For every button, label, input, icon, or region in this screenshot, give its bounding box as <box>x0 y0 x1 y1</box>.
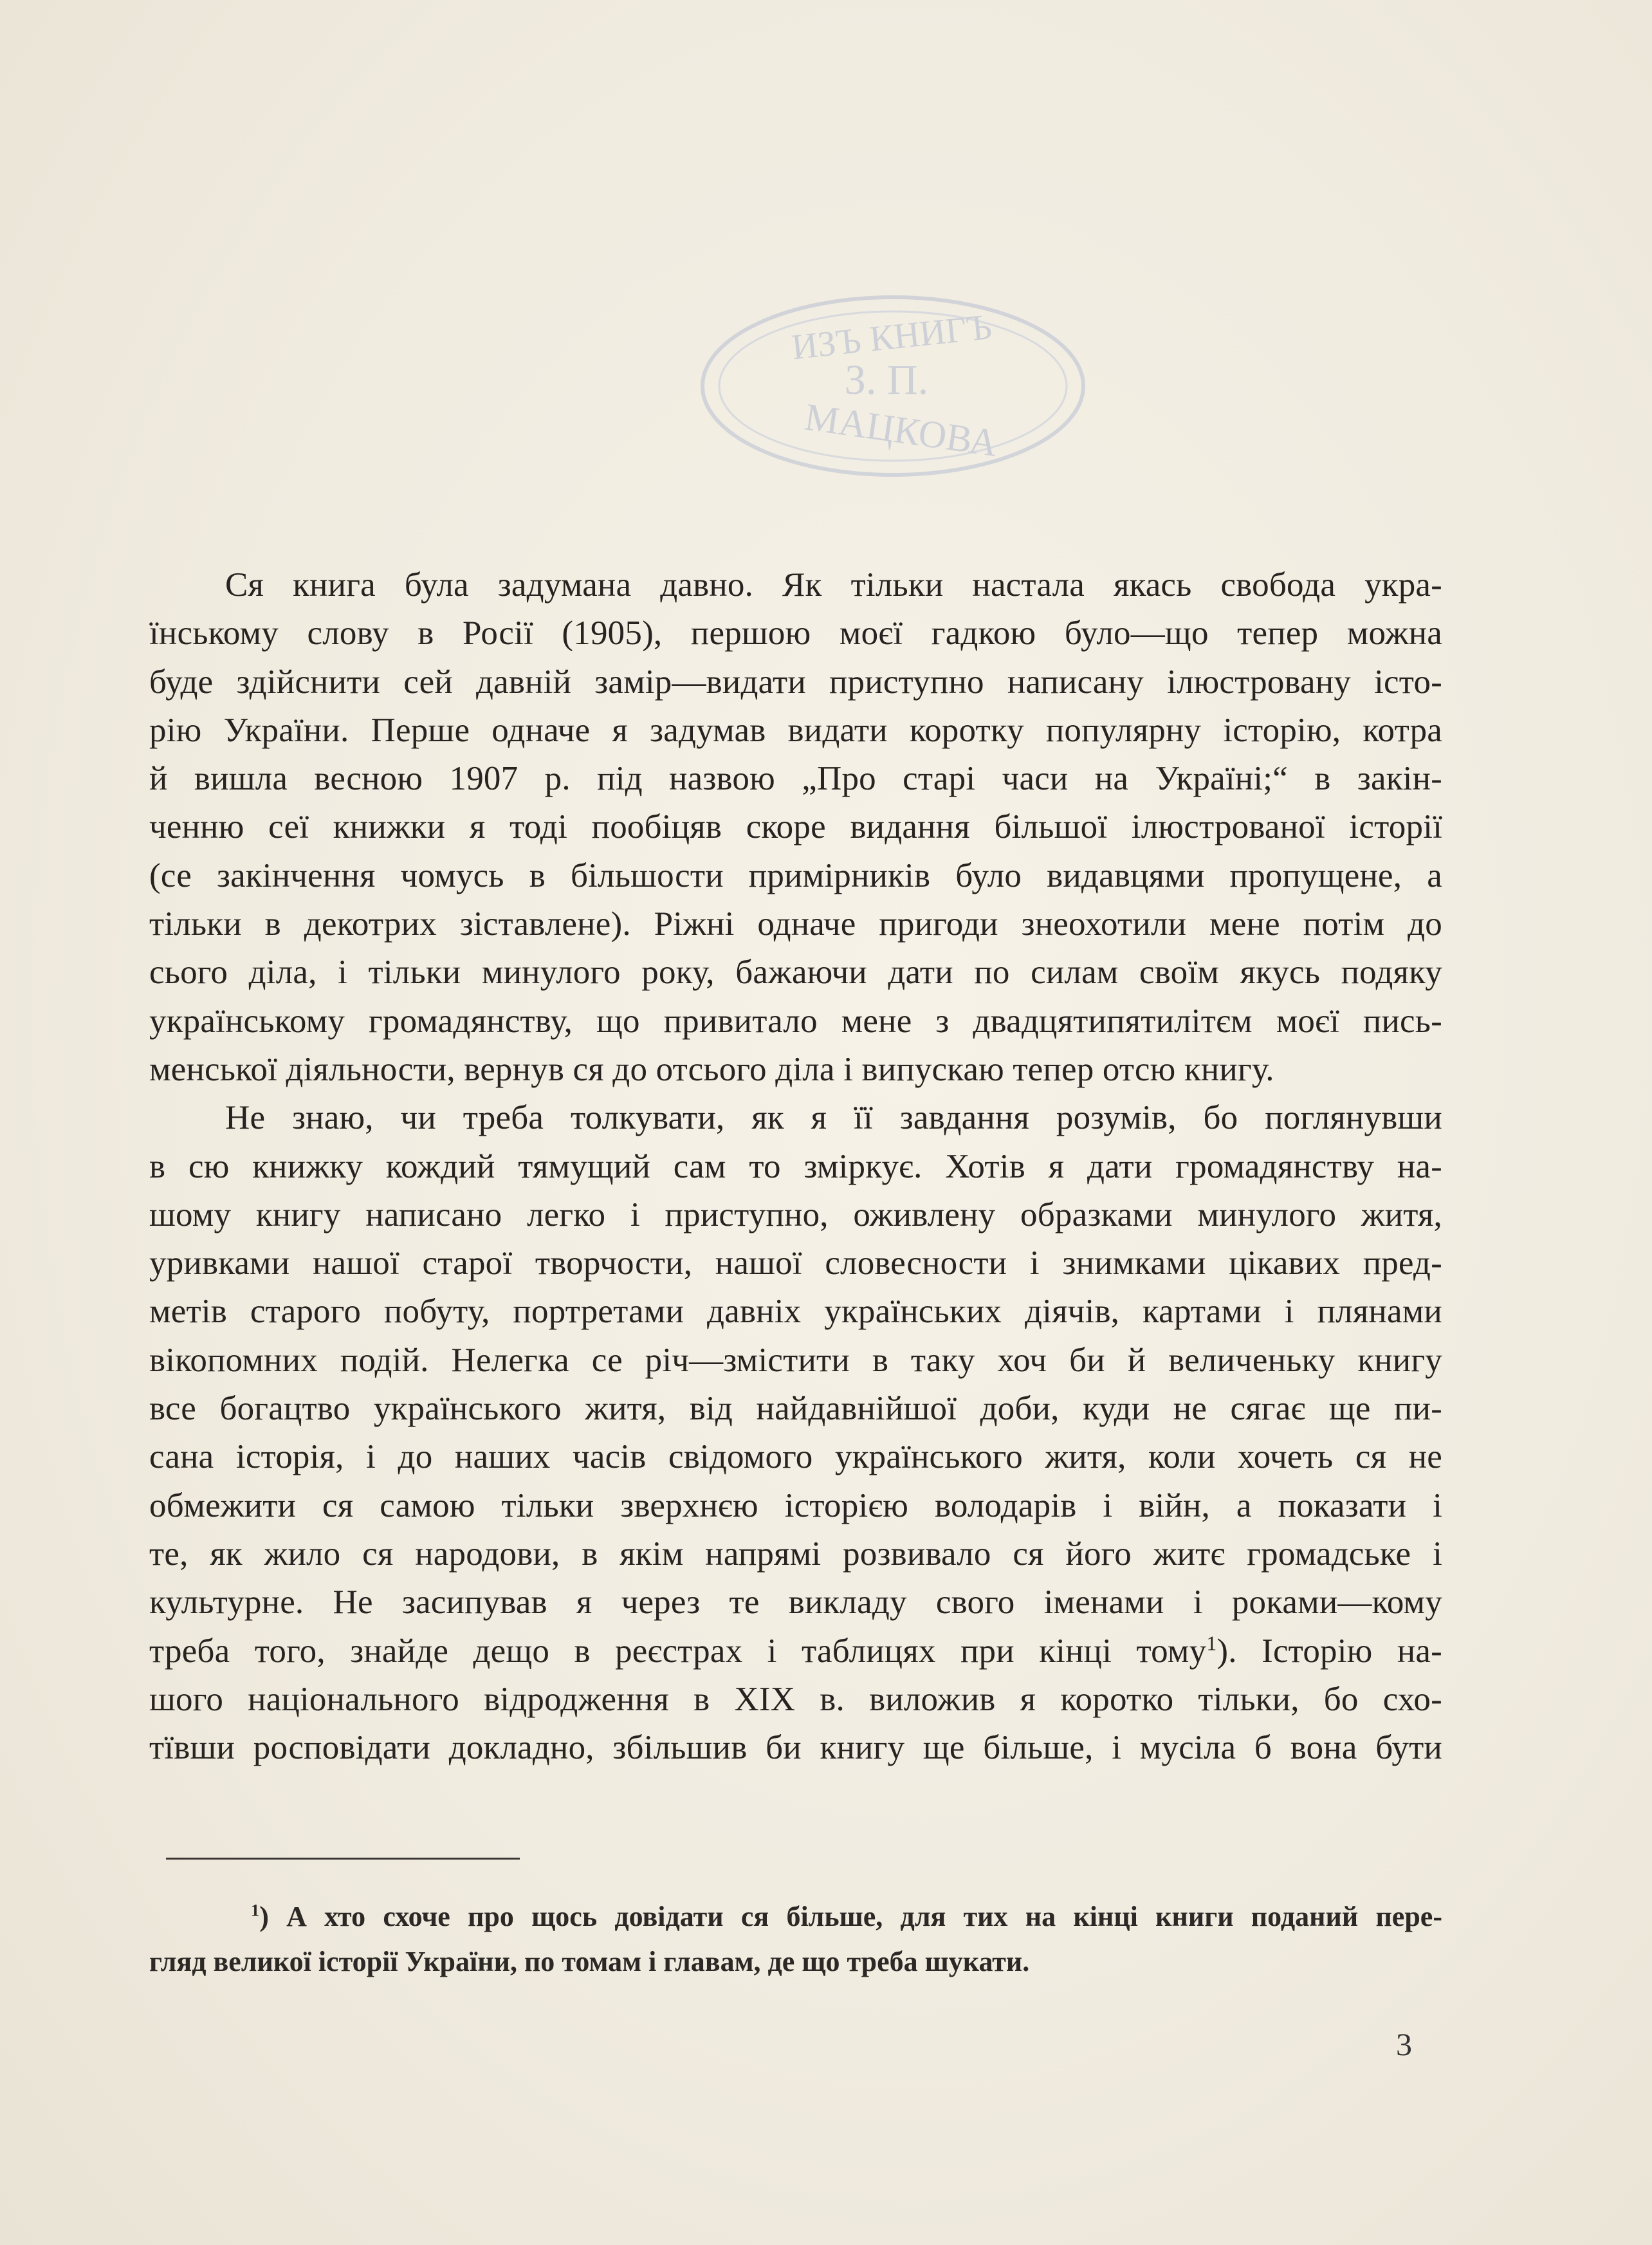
text-line: ченню сеї книжки я тоді пообіцяв скоре видання більшої ілюстрованої історії <box>149 808 1442 846</box>
text-line: метів старого побуту, портретами давніх українських діячів, картами і плянами <box>149 1293 1442 1331</box>
text-line: рію України. Перше одначе я задумав видати коротку популярну історію, котра <box>149 711 1442 749</box>
footnote-text: ) А хто схоче про щось довідати ся більше, для тих на кінці книги поданий пере- <box>259 1901 1442 1932</box>
text-line: менської діяльности, вернув ся до отсього діла і випускаю тепер отсю книгу. <box>149 1050 1274 1088</box>
text-line: культурне. Не засипував я через те викладу свого іменами і роками—кому <box>149 1584 1442 1621</box>
text-line: Ся книга була задумана давно. Як тільки настала якась свобода укра- <box>225 566 1442 604</box>
text-line: обмежити ся самою тільки зверхнєю історією володарів і війн, а показати і <box>149 1486 1442 1524</box>
footnote <box>149 1894 1442 1984</box>
text-line-with-footnote <box>149 1627 1442 1676</box>
text-line: й вишла весною 1907 р. під назвою „Про старі часи на Україні;“ в закін- <box>149 760 1442 798</box>
text-line: їнському слову в Росії (1905), першою моєї гадкою було—що тепер можна <box>149 614 1442 652</box>
footnote-line <box>149 1894 1442 1939</box>
library-stamp <box>693 290 1092 483</box>
text-line: буде здійснити сей давній замір—видати приступно написану ілюстровану істо- <box>149 663 1442 701</box>
text-line: те, як жило ся народови, в якім напрямі розвивало ся його житє громадське і <box>149 1535 1442 1573</box>
footnote-line: гляд великої історії України, по томам і главам, де що треба шукати. <box>149 1946 1030 1977</box>
text-line: сього діла, і тільки минулого року, бажаючи дати по силам своїм якусь подяку <box>149 954 1442 992</box>
text-line: шому книгу написано легко і приступно, оживлену образками минулого житя, <box>149 1196 1442 1233</box>
text-fragment: треба того, знайде дещо в реєстрах і таблицях при кінці тому <box>149 1632 1207 1670</box>
text-line: Не знаю, чи треба толкувати, як я її завдання розумів, бо поглянувши <box>225 1099 1442 1137</box>
text-line: уривками нашої старої творчости, нашої словесности і знимками цікавих пред- <box>149 1244 1442 1282</box>
text-line: в сю книжку кождий тямущий сам то зміркує. Хотів я дати громадянству на- <box>149 1147 1442 1185</box>
footnote-reference: 1 <box>1206 1631 1217 1654</box>
footnote-separator <box>166 1858 520 1860</box>
text-line: тївши росповідати докладно, збільшив би книгу ще більше, і мусіла б вона бути <box>149 1729 1442 1767</box>
text-line: тільки в декотрих зіставлене). Ріжні одначе пригоди знеохотили мене потім до <box>149 905 1442 943</box>
stamp-line-3: МАЦКОВА <box>802 395 1000 465</box>
stamp-line-2: З. П. <box>844 356 929 403</box>
page-number: 3 <box>1396 2026 1412 2062</box>
text-fragment: ). Історію на- <box>1216 1632 1442 1670</box>
footnote-marker: 1 <box>251 1900 260 1920</box>
text-line: (се закінчення чомусь в більшости примірників було видавцями пропущене, а <box>149 856 1442 894</box>
text-line: все богацтво українського житя, від найдавнійшої доби, куди не сягає ще пи- <box>149 1390 1442 1428</box>
body-text <box>149 561 1442 1772</box>
text-line: сана історія, і до наших часів свідомого українського житя, коли хочеть ся не <box>149 1438 1442 1476</box>
text-line: вікопомних подій. Нелегка се річ—змістити в таку хоч би й величеньку книгу <box>149 1341 1442 1379</box>
text-line: шого національного відродження в XIX в. виложив я коротко тільки, бо схо- <box>149 1680 1442 1718</box>
stamp-line-1: ИЗЪ КНИГЪ <box>789 306 994 368</box>
text-line: українському громадянству, що привитало мене з двадцятипятилітєм моєї пись- <box>149 1002 1442 1040</box>
